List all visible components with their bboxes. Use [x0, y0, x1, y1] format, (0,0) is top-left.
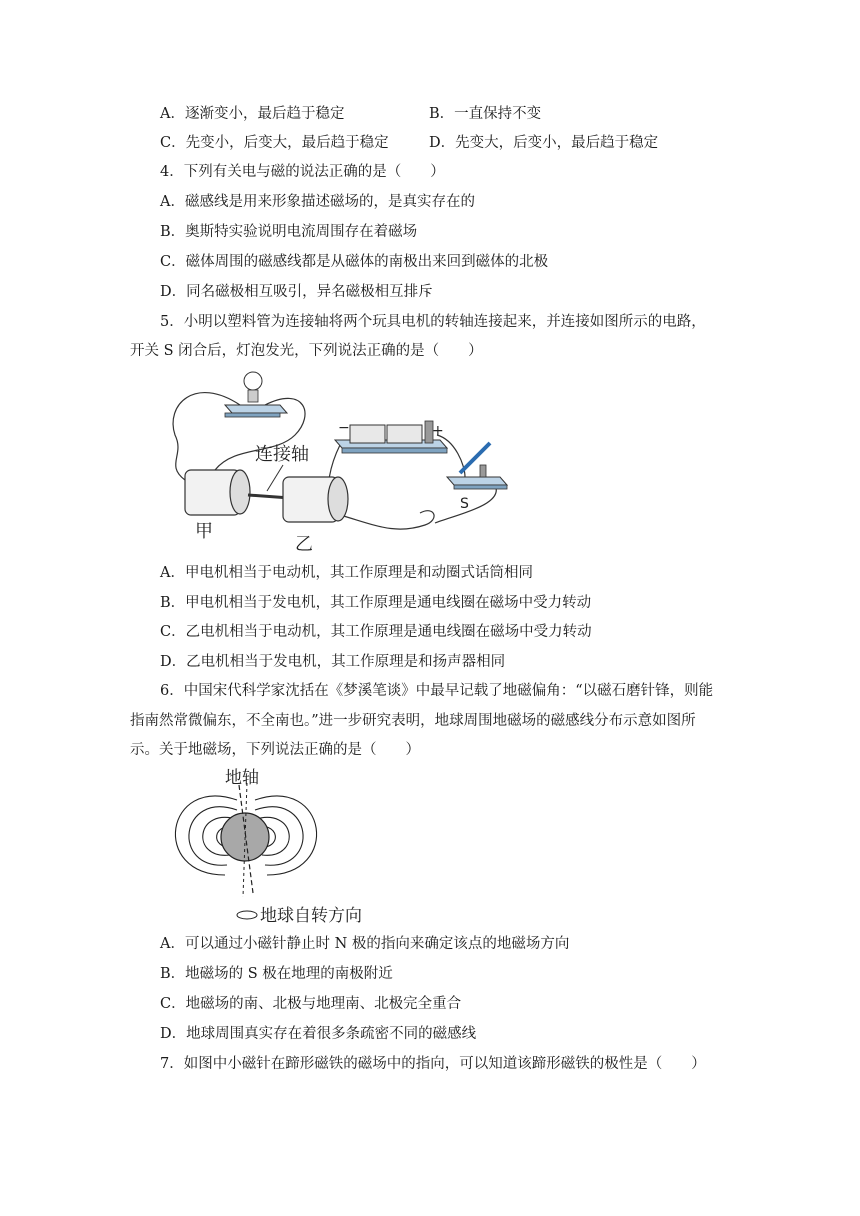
q4-option-b: B．奥斯特实验说明电流周围存在着磁场 — [160, 224, 418, 240]
motor-jia-label: 甲 — [195, 521, 213, 542]
q4-option-a: A．磁感线是用来形象描述磁场的，是真实存在的 — [160, 194, 475, 210]
battery-box — [335, 421, 447, 453]
q4-stem: 4．下列有关电与磁的说法正确的是（ ） — [160, 164, 445, 180]
motor-yi — [283, 477, 348, 522]
q7-stem: 7．如图中小磁针在蹄形磁铁的磁场中的指向，可以知道该蹄形磁铁的极性是（ ） — [160, 1056, 706, 1072]
q6-stem-line1: 6．中国宋代科学家沈括在《梦溪笔谈》中最早记载了地磁偏角：“以磁石磨针锋，则能 — [160, 683, 714, 699]
wire — [340, 511, 434, 529]
q5-option-a: A．甲电机相当于电动机，其工作原理是和动圈式话筒相同 — [160, 565, 533, 581]
q6-option-c: C．地磁场的南、北极与地理南、北极完全重合 — [160, 996, 462, 1012]
q5-option-c: C．乙电机相当于电动机，其工作原理是通电线圈在磁场中受力转动 — [160, 624, 592, 640]
motor-yi-label: 乙 — [295, 534, 313, 555]
q3-option-b: B．一直保持不变 — [429, 106, 542, 122]
q5-stem-line1: 5．小明以塑料管为连接轴将两个玩具电机的转轴连接起来，并连接如图所示的电路， — [160, 314, 706, 330]
battery-plus-label: + — [432, 423, 444, 439]
earth-axis-label: 地轴 — [225, 768, 259, 788]
q5-stem-line2: 开关 S 闭合后，灯泡发光，下列说法正确的是（ ） — [130, 343, 483, 359]
q6-option-a: A．可以通过小磁针静止时 N 极的指向来确定该点的地磁场方向 — [160, 936, 570, 952]
axis-label: 连接轴 — [255, 444, 309, 465]
rotation-arrow-icon — [237, 911, 257, 919]
rotation-direction-label: 地球自转方向 — [260, 906, 362, 926]
q4-option-d: D．同名磁极相互吸引，异名磁极相互排斥 — [160, 284, 433, 300]
q3-option-d: D．先变大，后变小，最后趋于稳定 — [429, 135, 659, 151]
light-bulb-icon — [225, 372, 287, 417]
q6-stem-line2: 指南然常微偏东，不全南也。”进一步研究表明，地球周围地磁场的磁感线分布示意如图所 — [130, 713, 696, 729]
q4-option-c: C．磁体周围的磁感线都是从磁体的南极出来回到磁体的北极 — [160, 254, 549, 270]
q6-option-d: D．地球周围真实存在着很多条疏密不同的磁感线 — [160, 1026, 477, 1042]
q3-option-a: A．逐渐变小，最后趋于稳定 — [160, 106, 345, 122]
earth-magnetic-field-figure — [155, 765, 405, 930]
battery-minus-label: − — [338, 420, 350, 436]
q5-option-b: B．甲电机相当于发电机，其工作原理是通电线圈在磁场中受力转动 — [160, 595, 592, 611]
motor-circuit-figure — [155, 365, 520, 555]
motor-jia — [185, 470, 250, 515]
q6-option-b: B．地磁场的 S 极在地理的南极附近 — [160, 966, 393, 982]
q5-option-d: D．乙电机相当于发电机，其工作原理是和扬声器相同 — [160, 654, 506, 670]
q6-stem-line3: 示。关于地磁场，下列说法正确的是（ ） — [130, 742, 420, 758]
q3-option-c: C．先变小，后变大，最后趋于稳定 — [160, 135, 389, 151]
switch-label: S — [460, 496, 469, 512]
